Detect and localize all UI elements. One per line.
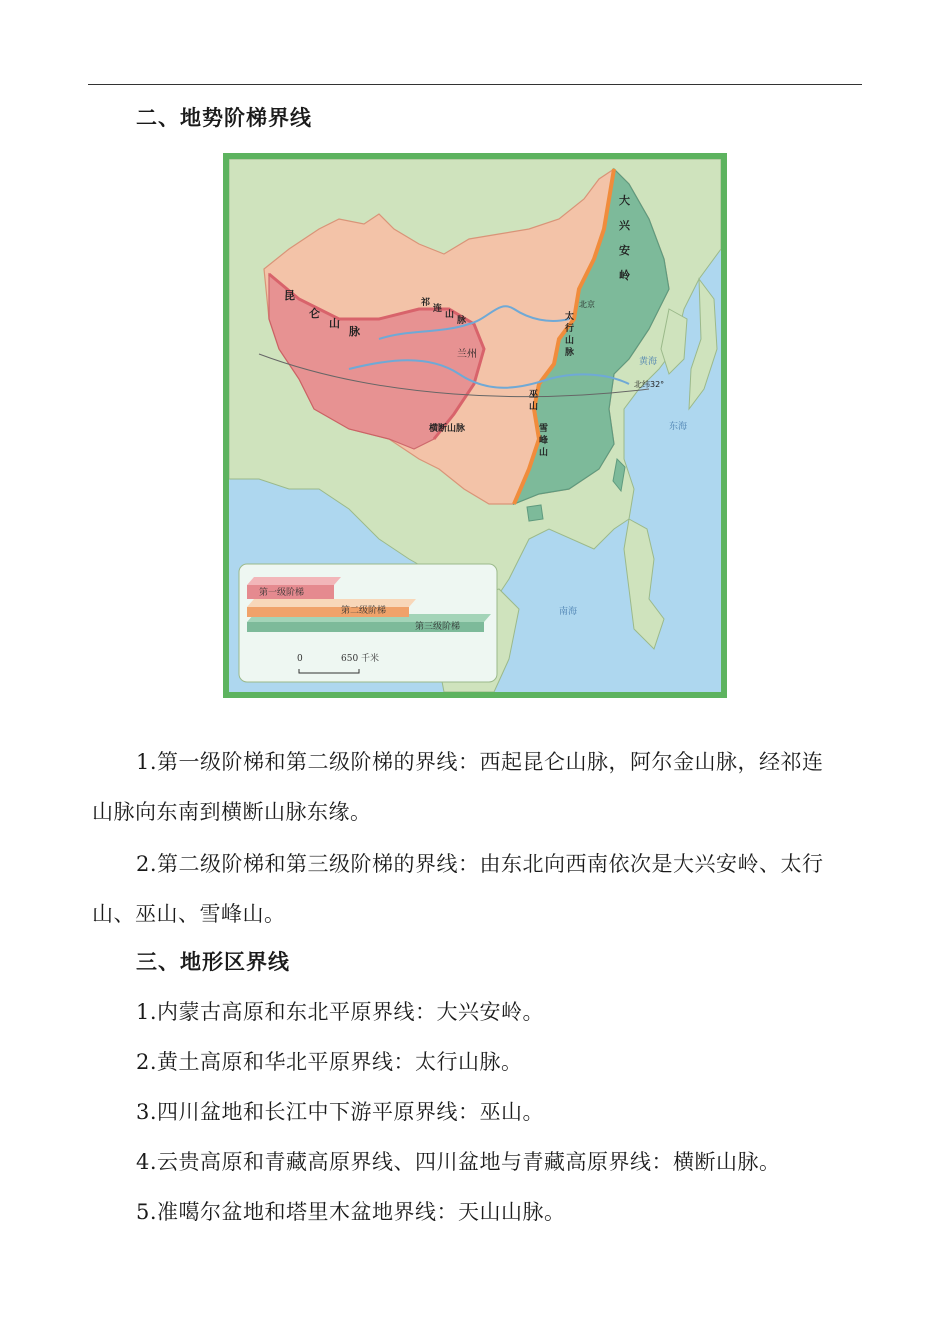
label-tai: 太 bbox=[565, 312, 575, 322]
label-ling: 岭 bbox=[619, 269, 630, 282]
label-xshan: 山 bbox=[539, 448, 549, 458]
list-item: 4.云贵高原和青藏高原界线、四川盆地与青藏高原界线：横断山脉。 bbox=[136, 1150, 781, 1174]
label-qi: 祁 bbox=[421, 298, 431, 308]
label-hengduan: 横断山脉 bbox=[429, 424, 466, 434]
map-svg bbox=[229, 159, 721, 692]
label-wu: 巫 bbox=[529, 390, 539, 400]
list-item: 5.准噶尔盆地和塔里木盆地界线：天山山脉。 bbox=[136, 1200, 566, 1224]
label-hang: 行 bbox=[565, 324, 575, 334]
scale-distance-label: 650 千米 bbox=[341, 654, 380, 664]
paragraph-2-line2: 山、巫山、雪峰山。 bbox=[92, 902, 286, 926]
label-da: 大 bbox=[619, 194, 630, 207]
legend-step3-label: 第三级阶梯 bbox=[415, 622, 461, 632]
legend-step2-top bbox=[247, 599, 416, 607]
label-an: 安 bbox=[619, 244, 630, 257]
list-item: 3.四川盆地和长江中下游平原界线：巫山。 bbox=[136, 1100, 545, 1124]
label-qmai: 脉 bbox=[457, 316, 467, 326]
label-east-sea: 东海 bbox=[669, 422, 688, 432]
label-lun: 仑 bbox=[309, 307, 320, 320]
legend-step1-top bbox=[247, 577, 341, 585]
list-item: 2.黄土高原和华北平原界线：太行山脉。 bbox=[136, 1050, 523, 1074]
label-south-sea: 南海 bbox=[559, 607, 578, 617]
label-kun: 昆 bbox=[284, 289, 295, 302]
label-xing: 兴 bbox=[619, 219, 630, 232]
terrain-steps-map bbox=[223, 153, 727, 698]
section-heading-terrain-steps: 二、地势阶梯界线 bbox=[136, 106, 312, 130]
label-wshan: 山 bbox=[529, 402, 539, 412]
section-heading-landform-boundaries: 三、地形区界线 bbox=[136, 950, 290, 974]
label-feng: 峰 bbox=[539, 436, 549, 446]
paragraph-1-line2: 山脉向东南到横断山脉东缘。 bbox=[92, 800, 372, 824]
header-rule bbox=[88, 84, 862, 85]
legend-box bbox=[239, 564, 497, 682]
hainan-island bbox=[527, 505, 543, 521]
paragraph-2-line1: 2.第二级阶梯和第三级阶梯的界线：由东北向西南依次是大兴安岭、太行 bbox=[136, 852, 824, 876]
label-lian: 连 bbox=[433, 304, 443, 314]
list-item: 1.内蒙古高原和东北平原界线：大兴安岭。 bbox=[136, 1000, 545, 1024]
label-yellow-sea: 黄海 bbox=[639, 357, 658, 367]
scale-zero-label: 0 bbox=[297, 654, 303, 664]
label-parallel-32n: 北纬32° bbox=[634, 380, 665, 389]
label-xue: 雪 bbox=[539, 424, 549, 434]
label-qshan: 山 bbox=[445, 310, 455, 320]
label-tshan: 山 bbox=[565, 336, 575, 346]
label-lanzhou: 兰州 bbox=[457, 349, 477, 360]
paragraph-1-line1: 1.第一级阶梯和第二级阶梯的界线：西起昆仑山脉，阿尔金山脉，经祁连 bbox=[136, 750, 824, 774]
label-tmai: 脉 bbox=[565, 348, 575, 358]
legend-step1-label: 第一级阶梯 bbox=[259, 588, 305, 598]
label-beijing: 北京 bbox=[579, 300, 595, 309]
legend-step2-label: 第二级阶梯 bbox=[341, 606, 387, 616]
label-shan: 山 bbox=[329, 317, 340, 330]
label-mai: 脉 bbox=[349, 325, 360, 338]
